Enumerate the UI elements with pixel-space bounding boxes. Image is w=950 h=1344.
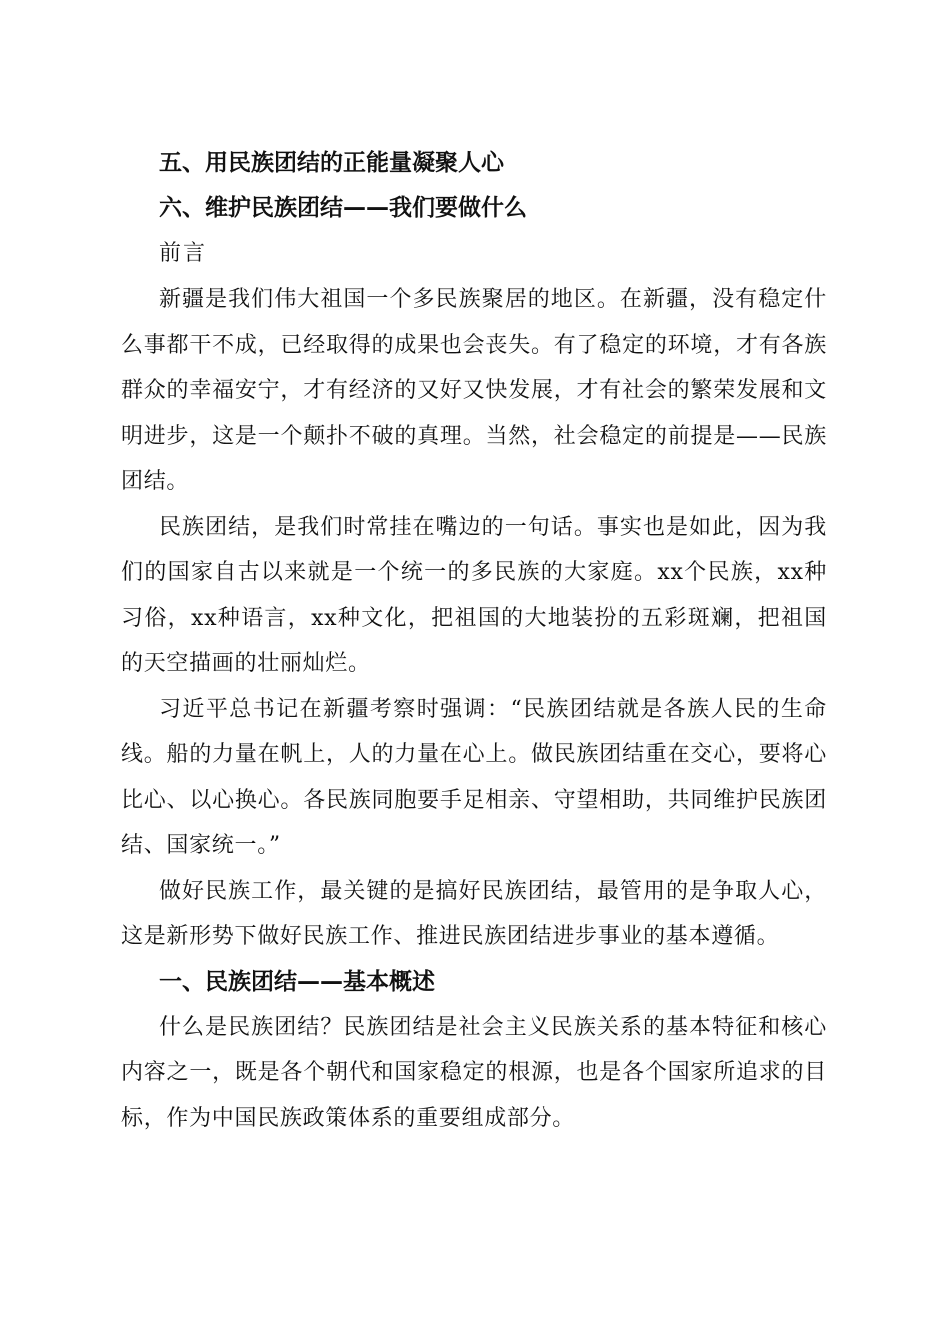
heading-item-5: 五、用民族团结的正能量凝聚人心 (159, 150, 504, 176)
paragraph-national-unity: 民族团结，是我们时常挂在嘴边的一句话。事实也是如此，因为我们的国家自古以来就是一个统一的多民族的大家庭。xx个民族，xx种习俗，xx种语言，xx种文化，把祖国的大地装扮的五彩斑斓，把祖国的天空描画的壮丽灿烂。 (121, 514, 827, 676)
heading-section-1: 一、民族团结——基本概述 (159, 968, 435, 995)
preface-label: 前言 (159, 241, 208, 266)
paragraph-definition: 什么是民族团结？民族团结是社会主义民族关系的基本特征和核心内容之一，既是各个朝代和国家稳定的根源，也是各个国家所追求的目标，作为中国民族政策体系的重要组成部分。 (121, 1014, 827, 1131)
paragraph-xinjiang-stability: 新疆是我们伟大祖国一个多民族聚居的地区。在新疆，没有稳定什么事都干不成，已经取得的成果也会丧失。有了稳定的环境，才有各族群众的幸福安宁，才有经济的又好又快发展，才有社会的繁荣发展和文明进步，这是一个颠扑不破的真理。当然，社会稳定的前提是——民族团结。 (121, 287, 827, 494)
paragraph-ethnic-work: 做好民族工作，最关键的是搞好民族团结，最管用的是争取人心，这是新形势下做好民族工作、推进民族团结进步事业的基本遵循。 (121, 878, 827, 949)
paragraph-xi-quote: 习近平总书记在新疆考察时强调：“民族团结就是各族人民的生命线。船的力量在帆上，人的力量在心上。做民族团结重在交心，要将心比心、以心换心。各民族同胞要手足相亲、守望相助，共同维护民族团结、国家统一。” (121, 696, 827, 858)
document-body (121, 141, 827, 1141)
heading-item-6: 六、维护民族团结——我们要做什么 (159, 195, 527, 221)
